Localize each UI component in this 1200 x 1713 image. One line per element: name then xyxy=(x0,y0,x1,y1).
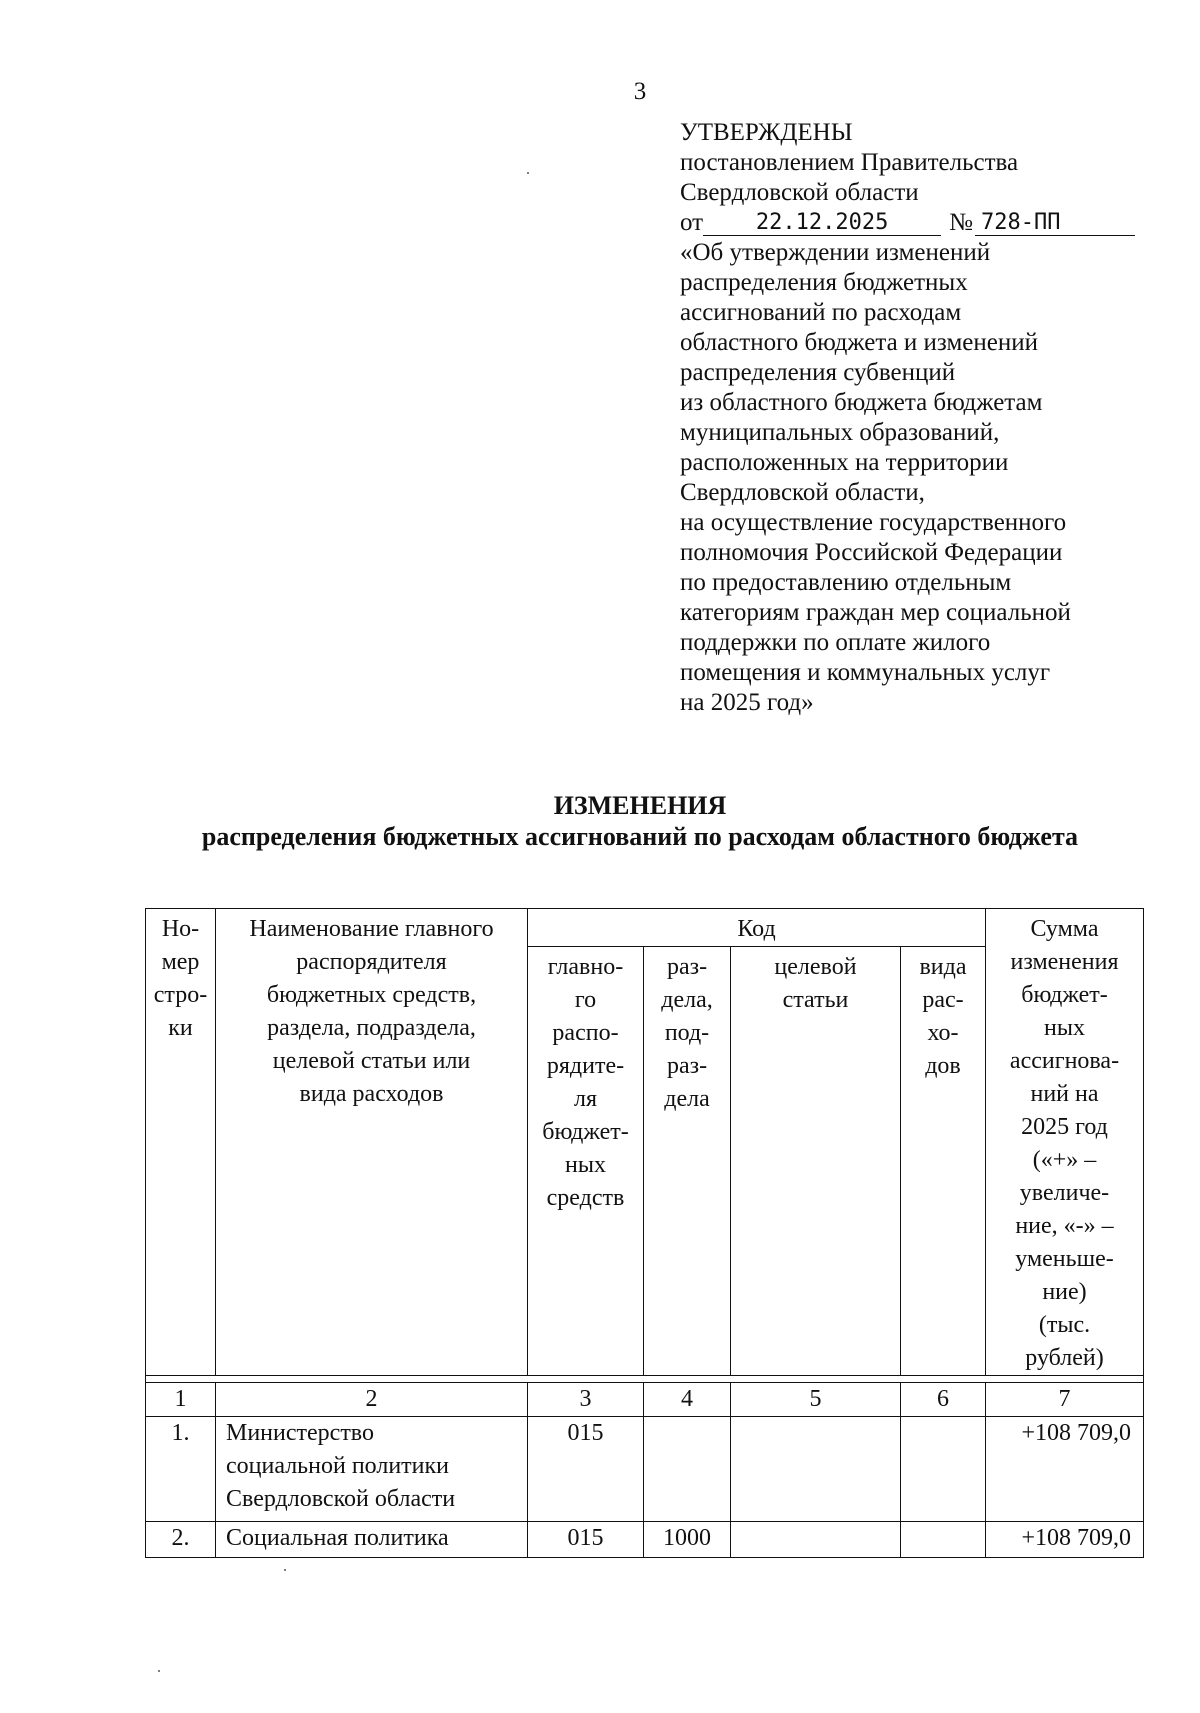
approval-date: 22.12.2025 xyxy=(703,211,941,236)
subject-line: распределения бюджетных xyxy=(680,269,968,296)
subject-line: полномочия Российской Федерации xyxy=(680,539,1063,566)
header-amount: Сумма изменения бюджет- ных ассигнова- ний на 2025 год («+» – увеличе- ние, «-» – уменьше- ние) (тыс. рублей) xyxy=(986,909,1144,1376)
subject-line: помещения и коммунальных услуг xyxy=(680,659,1051,686)
subject-line: «Об утверждении изменений xyxy=(680,239,991,266)
page-number: 3 xyxy=(633,78,647,105)
header-code-section: раз- дела, под- раз- дела xyxy=(644,947,731,1376)
row-section-code xyxy=(644,1417,731,1522)
approval-block xyxy=(680,118,1160,718)
table-row xyxy=(146,1522,1144,1558)
header-code-type: вида рас- хо- дов xyxy=(901,947,986,1376)
approval-heading: УТВЕРЖДЕНЫ xyxy=(680,119,853,146)
number-sign: № xyxy=(949,209,973,236)
column-number: 3 xyxy=(528,1383,644,1417)
header-name: Наименование главного распорядителя бюджетных средств, раздела, подраздела, целевой статьи или вида расходов xyxy=(216,909,528,1376)
row-manager-code: 015 xyxy=(528,1522,644,1558)
scan-speck xyxy=(284,1569,286,1571)
column-number: 6 xyxy=(901,1383,986,1417)
subject-line: ассигнований по расходам xyxy=(680,299,962,326)
approval-date-line xyxy=(680,208,1160,238)
column-number: 2 xyxy=(216,1383,528,1417)
row-type-code xyxy=(901,1417,986,1522)
table-row xyxy=(146,1417,1144,1522)
title-sub: распределения бюджетных ассигнований по расходам областного бюджета xyxy=(201,822,1079,851)
scan-speck xyxy=(158,1670,160,1672)
column-number: 1 xyxy=(146,1383,216,1417)
row-amount: +108 709,0 xyxy=(986,1522,1144,1558)
row-name: Министерство социальной политики Свердловской области xyxy=(216,1417,528,1522)
row-amount: +108 709,0 xyxy=(986,1417,1144,1522)
subject-line: на осуществление государственного xyxy=(680,509,1067,536)
header-row-number: Но- мер стро- ки xyxy=(146,909,216,1376)
approval-number: 728-ПП xyxy=(975,211,1135,236)
column-number: 4 xyxy=(644,1383,731,1417)
subject-line: поддержки по оплате жилого xyxy=(680,629,991,656)
subject-line: по предоставлению отдельным xyxy=(680,569,1012,596)
header-code-manager: главно- го распо- рядите- ля бюджет- ных средств xyxy=(528,947,644,1376)
title-main: ИЗМЕНЕНИЯ xyxy=(553,791,727,820)
approval-line-2: Свердловской области xyxy=(680,179,919,206)
subject-line: муниципальных образований, xyxy=(680,419,1000,446)
subject-line: категориям граждан мер социальной xyxy=(680,599,1071,626)
subject-line: областного бюджета и изменений xyxy=(680,329,1038,356)
approval-line-1: постановлением Правительства xyxy=(680,149,1019,176)
column-number: 7 xyxy=(986,1383,1144,1417)
row-manager-code: 015 xyxy=(528,1417,644,1522)
header-code-target: целевой статьи xyxy=(731,947,901,1376)
subject-line: на 2025 год» xyxy=(680,689,814,716)
subject-line: расположенных на территории xyxy=(680,449,1009,476)
row-number: 2. xyxy=(146,1522,216,1558)
subject-line: Свердловской области, xyxy=(680,479,925,506)
document-title xyxy=(140,790,1140,852)
budget-changes-table xyxy=(145,908,1144,1558)
row-type-code xyxy=(901,1522,986,1558)
subject-line: распределения субвенций xyxy=(680,359,956,386)
scan-speck xyxy=(527,172,529,174)
header-code: Код xyxy=(528,909,986,947)
row-target-code xyxy=(731,1522,901,1558)
date-prefix: от xyxy=(680,209,704,236)
row-number: 1. xyxy=(146,1417,216,1522)
row-section-code: 1000 xyxy=(644,1522,731,1558)
header-separator xyxy=(146,1376,1144,1383)
row-target-code xyxy=(731,1417,901,1522)
column-number: 5 xyxy=(731,1383,901,1417)
column-numbers-row xyxy=(146,1383,1144,1417)
row-name: Социальная политика xyxy=(216,1522,528,1558)
subject-line: из областного бюджета бюджетам xyxy=(680,389,1043,416)
